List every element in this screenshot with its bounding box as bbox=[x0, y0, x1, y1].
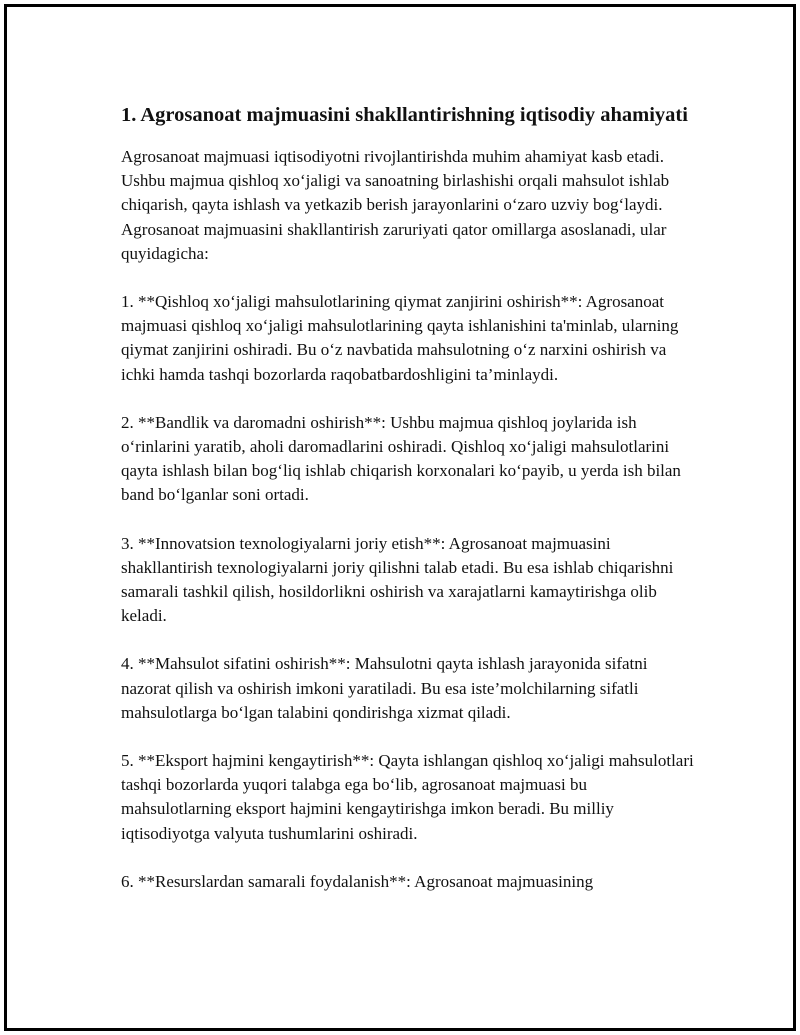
list-item-2: 2. **Bandlik va daromadni oshirish**: Ushbu majmua qishloq joylarida ish o‘rinlarini yaratib, aholi daromadlarini oshiradi. Qishloq xo‘jaligi mahsulotlarini qayta ishlash bilan bog‘liq ishlab chiqarish korxonalari ko‘payib, u yerda ish bilan band bo‘lganlar soni ortadi. bbox=[121, 412, 681, 505]
list-item-1: 1. **Qishloq xo‘jaligi mahsulotlarining qiymat zanjirini oshirish**: Agrosanoat majmuasi qishloq xo‘jaligi mahsulotlarining qayta ishlanishini ta'minlab, ularning qiymat zanjirini oshiradi. Bu o‘z navbatida mahsulotning o‘z narxini oshirish va ichki hamda tashqi bozorlarda raqobatbardoshligini ta’minlaydi. bbox=[121, 292, 679, 384]
document-body bbox=[121, 101, 701, 918]
list-item-4: 4. **Mahsulot sifatini oshirish**: Mahsulotni qayta ishlash jarayonida sifatni nazorat qilish va oshirish imkoni yaratiladi. Bu esa iste’molchilarning sifatli mahsulotlarga bo‘lgan talabini qondirishga xizmat qiladi. bbox=[121, 654, 648, 722]
intro-paragraph: Agrosanoat majmuasi iqtisodiyotni rivojlantirishda muhim ahamiyat kasb etadi. Ushbu majmua qishloq xo‘jaligi va sanoatning birlashishi orqali mahsulot ishlab chiqarish, qayta ishlash va yetkazib berish jarayonlarini o‘zaro uzviy bog‘laydi. Agrosanoat majmuasini shakllantirish zaruriyati qator omillarga asoslanadi, ular quyidagicha: bbox=[121, 147, 670, 263]
list-item-3: 3. **Innovatsion texnologiyalarni joriy etish**: Agrosanoat majmuasini shakllantirish texnologiyalarni joriy qilishni talab etadi. Bu esa ishlab chiqarishni samarali tashkil qilish, hosildorlikni oshirish va xarajatlarni kamaytirishga olib keladi. bbox=[121, 533, 674, 626]
list-item-5: 5. **Eksport hajmini kengaytirish**: Qayta ishlangan qishloq xo‘jaligi mahsulotlari tashqi bozorlarda yuqori talabga ega bo‘lib, agrosanoat majmuasi bu mahsulotlarning eksport hajmini kengaytirishga imkon beradi. Bu milliy iqtisodiyotga valyuta tushumlarini oshiradi. bbox=[121, 751, 694, 843]
page-frame bbox=[4, 4, 796, 1031]
document-title: 1. Agrosanoat majmuasini shakllantirishning iqtisodiy ahamiyati bbox=[121, 104, 688, 126]
list-item-6: 6. **Resurslardan samarali foydalanish**: Agrosanoat majmuasining bbox=[121, 871, 594, 891]
